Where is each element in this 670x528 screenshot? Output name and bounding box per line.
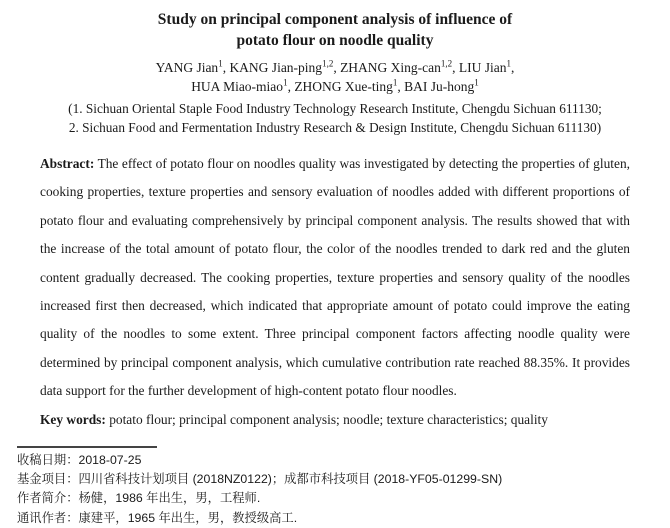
footnote-text: 四川省科技计划项目 (2018NZ0122)；成都市科技项目 (2018-YF05-01299-SN): [78, 472, 503, 487]
abstract-text: The effect of potato flour on noodles quality was investigated by detecting the properties of gluten, cooking properties, texture properties and sensory evaluation of noodles added with different proportions of potato flour and evaluating comprehensively by principal component analysis. The results showed that with the increase of the total amount of potato flour, the color of the noodles trended to dark red and the gluten content gradually decreased. The cooking properties, texture properties and sensory quality of the noodles increased first then decreased, which indicated that appropriate amount of potato could improve the eating quality of the noodles to some extent. Three principal component factors affecting noodle quality were determined by principal component analysis, which cumulative contribution rate reached 88.35%. It provides data support for the further development of high-content potato flour noodles.: [40, 156, 630, 399]
footnote-label: 收稿日期：: [17, 453, 79, 467]
keywords-label: Key words:: [40, 411, 106, 427]
keywords-text: potato flour; principal component analysis; noodle; texture characteristics; quality: [105, 411, 548, 427]
author-affiliation-superscript: 1,2: [322, 58, 334, 69]
footnote-corresponding-author: [17, 509, 660, 528]
author-affiliation-superscript: 1: [283, 77, 288, 88]
page-title: [0, 9, 670, 51]
footnote-author-bio: [17, 489, 660, 508]
affiliation-line-2: 2. Sichuan Food and Fermentation Industry Research & Design Institute, Chengdu Sichuan 611130): [68, 119, 602, 135]
author-separator: ,: [511, 60, 515, 75]
footnote-funding: [17, 470, 660, 489]
footnotes-section: [17, 446, 660, 528]
footnote-label: 作者简介：: [17, 491, 79, 506]
author-list: [0, 58, 670, 96]
title-line-1: Study on principal component analysis of influence of: [157, 11, 513, 28]
author-affiliation-superscript: 1,2: [440, 58, 453, 69]
title-line-2: potato flour on noodle quality: [236, 32, 434, 49]
footnote-text: 2018-07-25: [78, 453, 142, 467]
author-affiliation-superscript: 1: [506, 58, 512, 69]
author-name: , ZHONG Xue-ting: [287, 79, 393, 94]
paper-page: [0, 9, 670, 528]
footnote-label: 通讯作者：: [17, 510, 79, 525]
footnote-text: 杨健，1986 年出生，男，工程师.: [78, 491, 261, 506]
author-affiliation-superscript: 1: [474, 77, 479, 88]
footnote-received-date: [17, 451, 660, 470]
footnote-text: 康建平，1965 年出生，男，教授级高工.: [78, 510, 298, 525]
author-name: YANG Jian: [155, 60, 219, 75]
affiliation-line-1: (1. Sichuan Oriental Staple Food Industry Technology Research Institute, Chengdu Sichuan 611130;: [68, 101, 602, 116]
abstract-label: Abstract:: [40, 156, 95, 171]
affiliation-list: [0, 100, 670, 137]
author-name: , BAI Ju-hong: [397, 79, 475, 94]
author-name: , KANG Jian-ping: [222, 60, 323, 75]
footnote-label: 基金项目：: [17, 472, 79, 487]
author-affiliation-superscript: 1: [218, 58, 223, 69]
footnote-separator-rule: [17, 446, 157, 448]
author-name: , ZHANG Xing-can: [333, 60, 441, 75]
author-affiliation-superscript: 1: [392, 77, 398, 88]
author-name: , LIU Jian: [452, 60, 507, 75]
abstract-paragraph: [40, 150, 630, 406]
keywords-line: [40, 406, 630, 434]
author-line-1: [0, 58, 670, 77]
author-line-2: [0, 77, 670, 96]
author-name: HUA Miao-miao: [191, 79, 284, 94]
